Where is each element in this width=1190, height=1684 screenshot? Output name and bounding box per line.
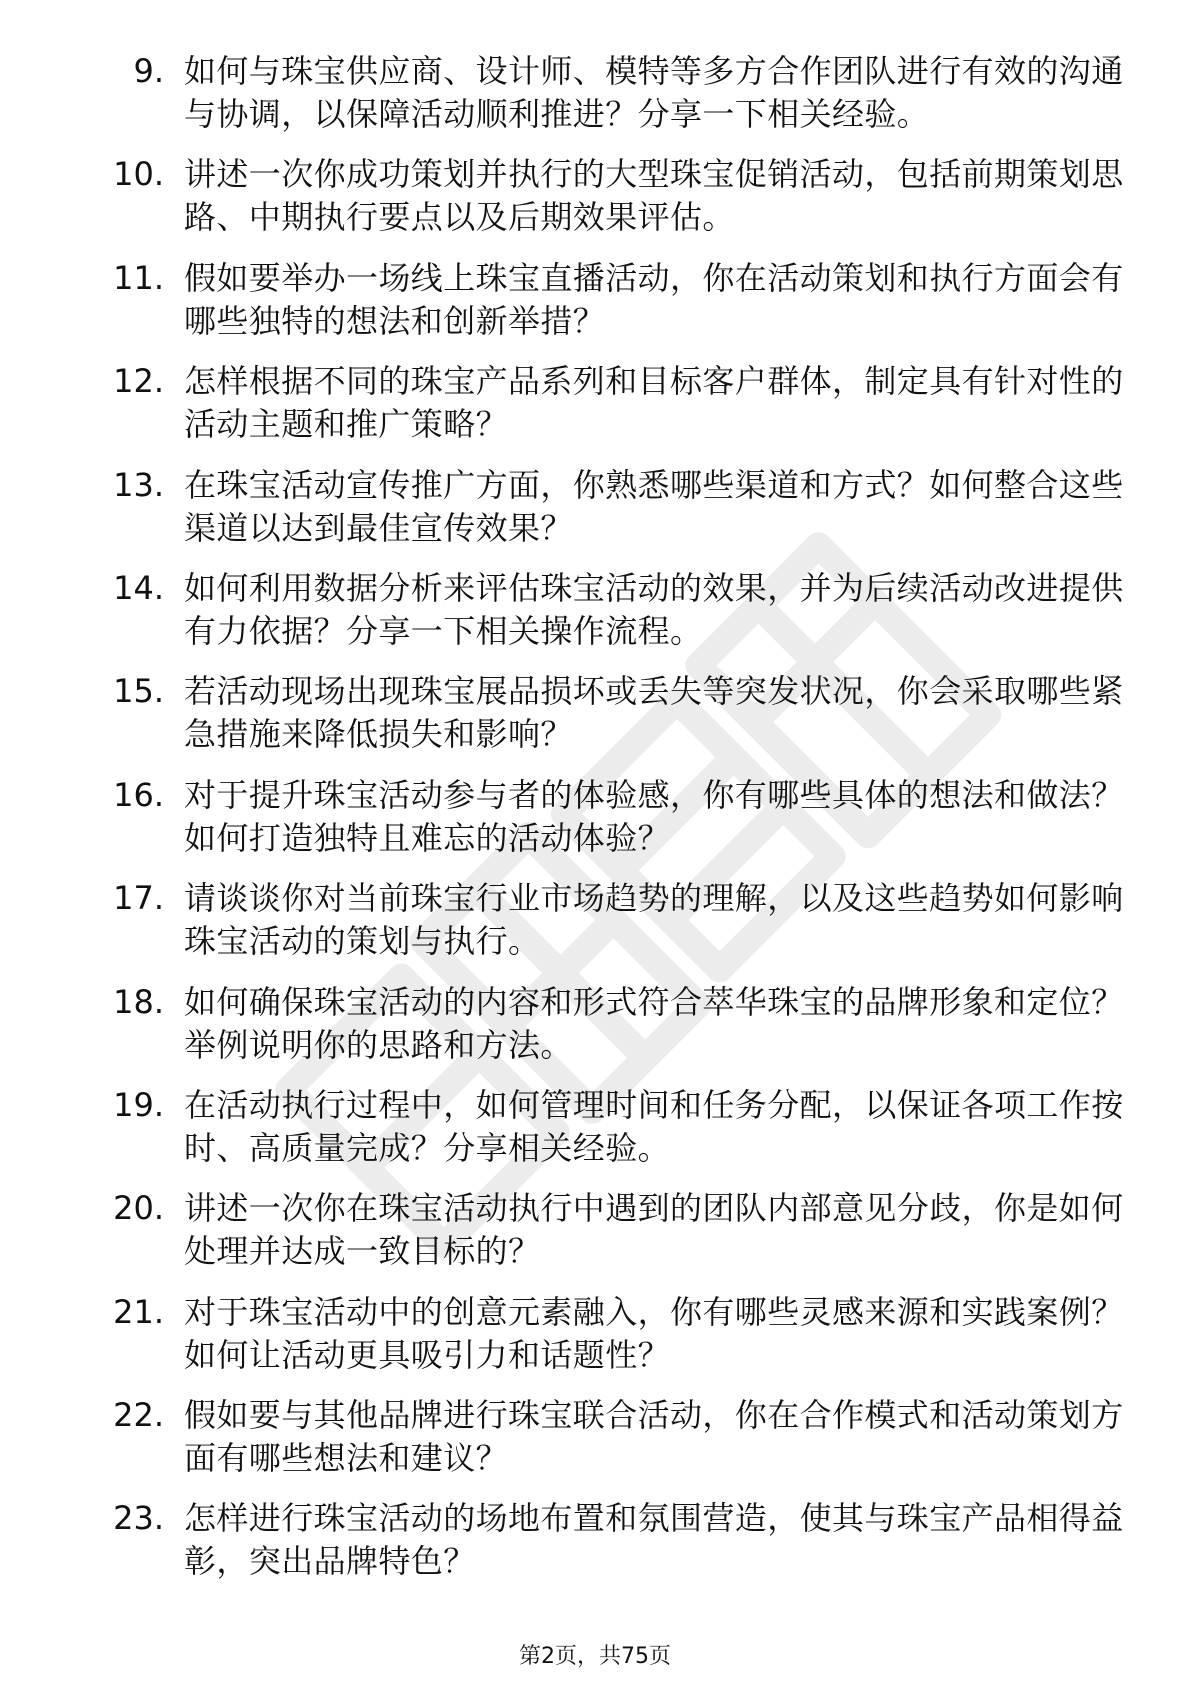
question-item xyxy=(60,1187,1124,1290)
question-text: 怎样进行珠宝活动的场地布置和氛围营造，使其与珠宝产品相得益彰，突出品牌特色？ xyxy=(184,1499,1124,1581)
page-number: 第2页，共75页 xyxy=(519,1644,671,1669)
question-text: 在活动执行过程中，如何管理时间和任务分配，以保证各项工作按时、高质量完成？分享相关经验。 xyxy=(184,1085,1124,1167)
question-item xyxy=(60,464,1124,567)
question-item xyxy=(60,774,1124,877)
question-number: 11. xyxy=(113,258,164,297)
question-text: 如何与珠宝供应商、设计师、模特等多方合作团队进行有效的沟通与协调，以保障活动顺利推进？分享一下相关经验。 xyxy=(184,52,1124,133)
question-item xyxy=(60,567,1124,670)
question-list xyxy=(60,50,1124,1601)
question-item xyxy=(60,981,1124,1084)
question-text: 假如要举办一场线上珠宝直播活动，你在活动策划和执行方面会有哪些独特的想法和创新举措？ xyxy=(184,258,1124,340)
question-number: 20. xyxy=(113,1189,164,1228)
question-number: 22. xyxy=(113,1396,164,1435)
question-text: 假如要与其他品牌进行珠宝联合活动，你在合作模式和活动策划方面有哪些想法和建议？ xyxy=(184,1396,1124,1478)
question-item xyxy=(60,670,1124,773)
question-number: 14. xyxy=(113,568,164,607)
question-text: 如何确保珠宝活动的内容和形式符合萃华珠宝的品牌形象和定位？举例说明你的思路和方法。 xyxy=(184,982,1124,1064)
question-item xyxy=(60,1394,1124,1497)
question-item xyxy=(60,153,1124,256)
question-item xyxy=(60,50,1124,153)
question-number: 15. xyxy=(113,672,164,711)
question-text: 如何利用数据分析来评估珠宝活动的效果，并为后续活动改进提供有力依据？分享一下相关操作流程。 xyxy=(184,568,1124,650)
question-number: 9. xyxy=(133,52,164,90)
question-number: 12. xyxy=(113,362,164,401)
question-number: 17. xyxy=(113,879,164,918)
question-item xyxy=(60,360,1124,463)
question-number: 18. xyxy=(113,982,164,1021)
question-text: 怎样根据不同的珠宝产品系列和目标客户群体，制定具有针对性的活动主题和推广策略？ xyxy=(184,362,1124,444)
question-text: 讲述一次你在珠宝活动执行中遇到的团队内部意见分歧，你是如何处理并达成一致目标的？ xyxy=(184,1189,1124,1271)
question-number: 19. xyxy=(113,1085,164,1124)
question-text: 讲述一次你成功策划并执行的大型珠宝促销活动，包括前期策划思路、中期执行要点以及后期效果评估。 xyxy=(184,155,1124,237)
question-item xyxy=(60,257,1124,360)
question-item xyxy=(60,1497,1124,1600)
question-text: 在珠宝活动宣传推广方面，你熟悉哪些渠道和方式？如何整合这些渠道以达到最佳宣传效果？ xyxy=(184,465,1124,547)
question-item xyxy=(60,1084,1124,1187)
question-number: 21. xyxy=(113,1292,164,1331)
question-text: 对于提升珠宝活动参与者的体验感，你有哪些具体的想法和做法？如何打造独特且难忘的活动体验？ xyxy=(184,775,1124,857)
question-text: 若活动现场出现珠宝展品损坏或丢失等突发状况，你会采取哪些紧急措施来降低损失和影响？ xyxy=(184,672,1124,754)
question-item xyxy=(60,1291,1124,1394)
question-number: 13. xyxy=(113,465,164,504)
question-number: 10. xyxy=(113,155,164,194)
question-number: 23. xyxy=(113,1499,164,1538)
question-number: 16. xyxy=(113,775,164,814)
question-text: 对于珠宝活动中的创意元素融入，你有哪些灵感来源和实践案例？如何让活动更具吸引力和话题性？ xyxy=(184,1292,1124,1374)
question-item xyxy=(60,877,1124,980)
question-text: 请谈谈你对当前珠宝行业市场趋势的理解，以及这些趋势如何影响珠宝活动的策划与执行。 xyxy=(184,879,1124,961)
